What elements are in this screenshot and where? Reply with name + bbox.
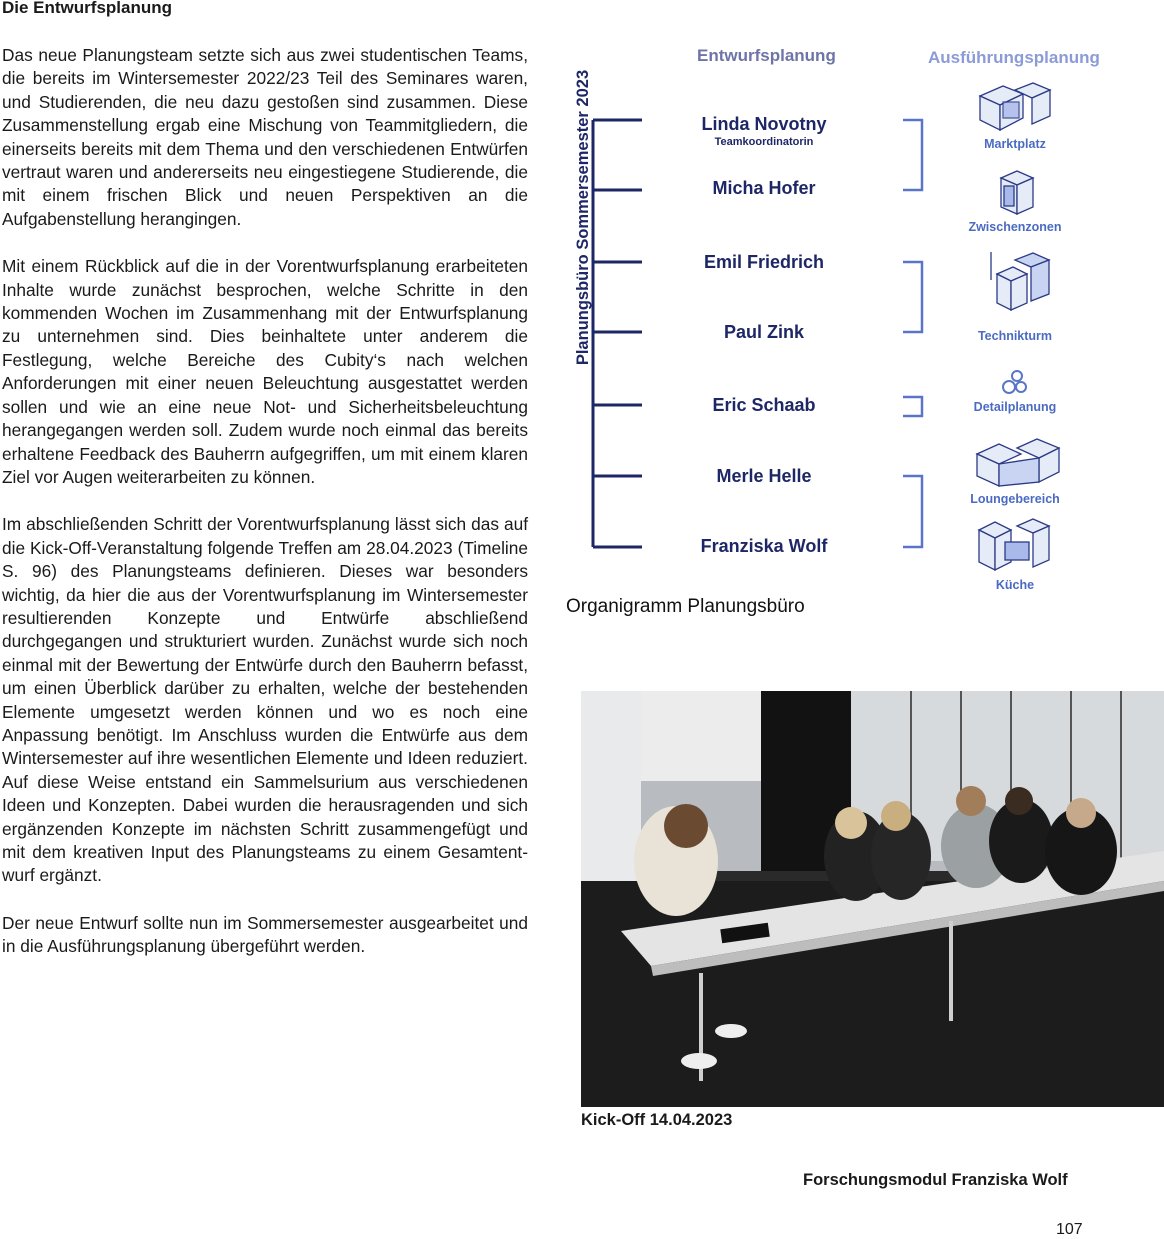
footer-text: Forschungsmodul Franziska Wolf	[803, 1171, 1068, 1189]
org-chart-caption: Organigramm Planungsbüro	[566, 596, 805, 617]
kueche-icon	[975, 516, 1053, 578]
paragraph-3: Im abschließenden Schritt der Vorentwurfsplanung lässt sich das auf die Kick-Off-Veranstaltung folgende Treffen am 28.04.2023 (Timeline S. 96) des Planungsteams definieren. Dieses war besonders wichtig, da hier die aus der Vorentwurfsplanung im Wintersemester resultierenden Konzepte und Entwürfe abschließend durchgegangen und strukturiert wurden. Zunächst wurde sich noch einmal mit der Bewertung der Entwürfe durch den Bauherrn befasst, um einen Überblick darüber zu erhalten, welche der bestehenden Elemente umgesetzt werden können und wo es noch eine Anpassung benötigt. Im Anschluss wurden die Entwürfe aus dem Wintersemester auf ihre wesentlichen Elemente und Ideen reduziert. Auf diese Weise entstand ein Sammelsurium aus verschiedenen Ideen und Konzepten. Dabei wurden die herausragenden und sich ergänzenden Konzepte im nächsten Schritt zusammengefügt und mit dem kreativen Input des Planungsteams zu einem Gesamtentwurf ergänzt.	[2, 514, 528, 886]
member-role: Teamkoordinatorin	[714, 136, 814, 148]
loungebereich-icon	[973, 434, 1063, 492]
member-name: Paul Zink	[723, 322, 804, 342]
area-label: Zwischenzonen	[968, 220, 1062, 234]
org-chart	[560, 40, 1160, 620]
zwischenzonen-icon	[995, 168, 1039, 218]
area-label: Loungebereich	[970, 492, 1060, 506]
vertical-label: Planungsbüro Sommersemester 2023	[574, 69, 592, 366]
gears-icon	[998, 368, 1032, 398]
member-name: Micha Hofer	[712, 178, 816, 198]
column-title-entwurf: Entwurfsplanung	[697, 46, 836, 65]
member-name: Linda Novotny	[701, 114, 827, 134]
paragraph-2: Mit einem Rückblick auf die in der Vorentwurfsplanung erarbeiteten Inhalte wurde zunächst besprochen, welche Schritte in den kommenden Wochen im Zusammenhang mit der Entwurfsplanung zu unternehmen sind. Dies beinhaltete unter anderem die Festlegung, welche Bereiche des Cubity‘s nach welchen Anforderungen mit einer neuen Beleuchtung ausgestattet werden sollen und wie an eine neue Not- und Sicherheitsbeleuchtung herangegangen werden soll. Zudem wurde noch einmal das bereits erhaltene Feedback des Bauherrn aufgegriffen, um mit einem klaren Ziel vor Augen weiterarbeiten zu können.	[2, 256, 528, 487]
paragraph-4: Der neue Entwurf sollte nun im Sommersemester ausgearbeitet und in die Ausführungsplanung übergeführt werden.	[2, 912, 528, 957]
section-heading: Die Entwurfsplanung	[2, 0, 172, 17]
member-1	[654, 114, 874, 148]
bracket-marktplatz	[903, 120, 922, 190]
member-name: Merle Helle	[716, 466, 812, 486]
column-title-ausfuehrung: Ausführungsplanung	[928, 48, 1100, 67]
member-name: Franziska Wolf	[700, 536, 828, 556]
technikturm-icon	[985, 250, 1055, 314]
member-name: Emil Friedrich	[703, 252, 825, 272]
bracket-technikturm	[903, 262, 922, 332]
member-3	[654, 252, 874, 273]
member-7	[654, 536, 874, 557]
paragraph-1: Das neue Planungsteam setzte sich aus zwei studentischen Teams, die bereits im Wintersemester 2022/23 Teil des Seminares waren, und Studierenden, die neu dazu gestoßen sind zusammen. Diese Zusammenstellung ergab eine Mischung von Teammitgliedern, die einerseits bereits mit dem Thema und den verschiedenen Entwürfen vertraut waren und andererseits neu eingestiegene Studierende, die mit einem frischen Blick und neuen Perspektiven an die Aufgabenstellung herangingen.	[2, 45, 528, 229]
area-label: Marktplatz	[984, 137, 1046, 151]
member-name: Eric Schaab	[712, 395, 816, 415]
area-label: Küche	[995, 578, 1035, 592]
photo-illustration	[581, 691, 1164, 1107]
photo-caption: Kick-Off 14.04.2023	[581, 1111, 733, 1129]
member-4	[654, 322, 874, 343]
bracket-kueche	[903, 476, 922, 547]
body-text	[2, 44, 528, 983]
member-6	[654, 466, 874, 487]
member-2	[654, 178, 874, 199]
kickoff-photo	[581, 691, 1164, 1107]
page-number: 107	[1056, 1221, 1083, 1238]
area-label: Technikturm	[977, 329, 1053, 343]
marktplatz-icon	[975, 78, 1055, 136]
member-5	[654, 395, 874, 416]
area-label: Detailplanung	[973, 400, 1057, 414]
bracket-detailplanung	[903, 397, 922, 416]
